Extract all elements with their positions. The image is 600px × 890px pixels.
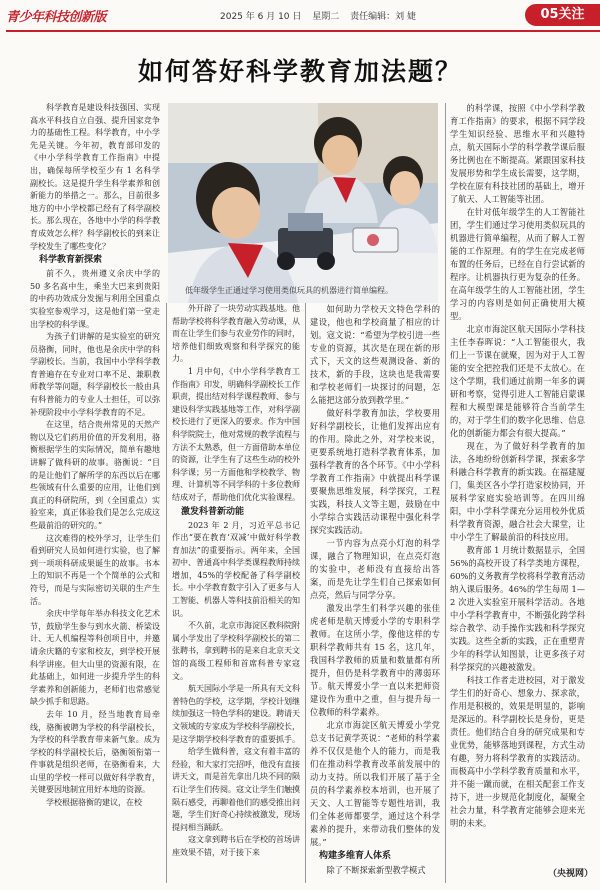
- paragraph: 为孩子们讲解的是实验室的研究员骆衡，同时，他也是余庆中学的科学副校长。当前，我国中小学科学教育普遍存在专业对口率不足、兼职教师教学等问题，科学副校长一般由具有科普能力的专业人士担任，可以弥补现阶段中小学科学教育的不足。: [30, 332, 160, 417]
- paragraph: 给学生做科普，寇文有着丰富的经验，和大家打完招呼，他没有直接讲天文，而是首先拿出几块不同的陨石让学生们传阅。寇文让学生们触摸陨石感受，再聊着他们的感受推出问题，学生们好奇心持续被激发，现场提问相当踊跃。: [172, 747, 300, 832]
- article-column-4: [450, 102, 585, 830]
- paragraph: 激发出学生们科学兴趣的张佳虎老师是航天博爱小学的专职科学教师。在这所小学，像他这样的专职科学教师共有 15 名，这几年，我国科学教师的质量和数量都有所提升，但仍是科学教育中的薄弱环节。航天博爱小学一直以来把师资建设作为重中之重，但与提升每一位教师的科学素养。: [310, 603, 440, 717]
- section-tab: 05关注: [525, 4, 600, 26]
- paragraph: 在针对低年级学生的人工智能社团，学生们通过学习使用类似玩具的机器进行简单编程，从而了解人工智能的工作原理。有的学生在完成老师布置的任务后，已经在自行尝试新的程序。让机器执行更为复杂的任务。在高年级学生的人工智能社团，学生学习的内容则是如何正确使用大模型。: [450, 207, 585, 321]
- article-column-3: [310, 303, 440, 877]
- issue-meta: [220, 9, 424, 22]
- paragraph: 的科学课，按照《中小学科学教育工作指南》的要求，根据不同学段学生知识经验、思维水平和兴趣特点，航天国际小学的科学教学课后服务比例也在不断提高。紧跟国家科技发展形势和学生成长需要，这学期，学校在原有科技社团的基础上，增开了航天、人工智能等社团。: [450, 103, 585, 204]
- paragraph: 航天国际小学是一所具有天文科普特色的学校，这学期，学校计划继续加强这一特色学科的建设。聘请天文领域的专家成为学校科学副校长，是这学期学校科学教育的重要抓手。: [172, 684, 300, 744]
- paragraph: 余庆中学每年举办科技文化艺术节，鼓励学生参与到水火箭、桥梁设计、无人机编程等科创项目中，并邀请余庆籍的专家和校友，到学校开展科学讲座。但大山里的资源有限，在此基础上，如何进一步提升学生的科学素养和创新能力，老师们也常感觉缺少抓手和思路。: [30, 609, 160, 707]
- paragraph: 北京市海淀区航天博爱小学党总支书记黄学英说：“老师的科学素养不仅仅是他个人的能力，而是我们在推动科学教育改革前发展中的动力支持。所以我们开展了基于全员的科学素养校本培训，也开展了天文、人工智能等专题性培训，我们全体老师都要学，通过这个科学素养的提升，来带动我们整体的发展。”: [310, 720, 440, 847]
- issue-weekday: 星期二: [312, 12, 340, 22]
- editor-credit: 责任编辑：刘 婕: [350, 12, 417, 22]
- paragraph: 科技工作者走进校园，对于激发学生们的好奇心、想象力、探求欲，作用是积极的，效果是明显的，影响是深远的。科学副校长是身份，更是责任。他们结合自身的研究成果和专业优势，能够落地到课程，方式生动有趣，努力将科学教育的实践活动。而极高中小学科学教育质量和水平，并不能一蹴而就，在相关配套工作支持下，进一步规范化制度化，凝聚全社会力量，科学教育定能够会迎来光明的未来。: [450, 675, 585, 828]
- masthead: [0, 0, 600, 30]
- paragraph: 2023 年 2 月，习近平总书记作出“要在教育‘双减’中做好科学教育加法”的重要指示。两年来，全国初中、普通高中科学类课程教师持续增加，45%的学校配备了科学副校长。中小学教育数字引入了更多与人工智能、机器人等科技前沿相关的知识。: [172, 520, 300, 618]
- paragraph: 北京市海淀区航天国际小学科技主任李春晖说：“人工智能很火，我们上一节课在就聚，因为对于人工智能的安全把控我们还是不太放心。在这个学期，我们通过前期一年多的调研和考察，觉得引进人工智能启蒙课程和大模型课是能够符合当前学生的，对于学生们的数字化思维、信息化的创新能力都会有很大提高。”: [450, 324, 585, 438]
- students-robot-photo: [168, 103, 438, 303]
- paragraph: 寇文拿到聘书后在学校的首场讲座效果不错，对于接下来: [172, 835, 300, 857]
- paragraph: 不久前，北京市海淀区教科院附属小学发出了学校科学副校长的第二张聘书，拿到聘书的是来自北京天文馆的高级工程师和首席科普专家寇文。: [172, 621, 300, 681]
- paragraph: 如何助力学校天文特色学科的建设，他也和学校商量了相应的计划。寇文说：“希望为学校引进一些专业的资源，其次是在现在新的形式下，天文的这些观测设备、新的技术，新的手段，这块也是我需要和学校老师们一块探讨的问题，怎么能把这部分放到教学里。”: [310, 304, 440, 405]
- paragraph: 除了不断探索新型教学模式: [326, 865, 426, 875]
- article-headline: 如何答好科学教育加法题？: [137, 57, 462, 86]
- paragraph: 学校根据骆衡的建议，在校: [46, 798, 142, 808]
- article-column-1: [30, 102, 160, 810]
- photo-caption: 低年级学生正通过学习使用类似玩具的机器进行简单编程。: [185, 286, 393, 295]
- paragraph: 教育部 1 月统计数据显示，全国 56%的高校开设了科学类地方课程，60%的义务教育学校将科学教育活动纳入课后服务。46%的学生每周 1—2 次进入实验室开展科学活动。各地中小学科学教育中，不断强化跨学科综合教学、动手操作实践和科学探究实践。这些全新的实践，正在重塑青少年的科学认知图景，让更多孩子对科学探究的兴趣被激发。: [450, 545, 585, 672]
- paragraph: 科学教育是建设科技强国、实现高水平科技自立自强、提升国家竞争力的基础性工程。科学教育，中小学先是关键。今年初，教育部印发的《中小学科学教育工作指南》中提出，确保每所学校至少有 1 名科学副校长。这是提升学生科学素养和创新能力的举措之一。那么，目前很多地方的中小学校都已经有了科学副校长。那么现在，各地中小学的科学教育成效怎么样？科学副校长的到来让学校发生了哪些变化？: [30, 103, 160, 251]
- paragraph: 做好科学教育加法，学校要用好科学副校长，让他们发挥出应有的作用。除此之外，对学校来说，更要系统地打造科学教育体系，加强科学教育的各个环节。《中小学科学教育工作指南》中就提出科学课要聚焦思维发展，科学探究，工程实践，科技人文等主题，鼓励在中小学综合实践活动课程中强化科学探究实践活动。: [310, 408, 440, 535]
- subheading: 激发科普新动能: [181, 506, 245, 517]
- subheading: 科学教育新探索: [39, 255, 103, 266]
- column-divider: [305, 303, 306, 883]
- paragraph: 1 月中旬，《中小学科学教育工作指南》印发，明确科学副校长工作职责，提出结对科学课程教师、参与建设科学实践基地等工作，对科学副校长进行了更深入的要求。作为中国科学院院士，他对常规的教学流程与方法不太熟悉，但一方面借助本单位的资源，让学生有了这些生动的校外科学课；另一方面他和学校教学、物理、计算机等不同学科的十多位教师结成对子，帮助他们优化实验课程。: [172, 366, 300, 502]
- paragraph: 外开辟了一块劳动实践基地。他帮助学校将科学教育融入劳动课，从而在让学生们参与农业劳作的同时，培养他们细致观察和科学探究的能力。: [172, 304, 300, 364]
- header-rule: [6, 30, 600, 32]
- paragraph: 去年 10 月，经当地教育局牵线，骆衡被聘为学校的科学副校长，为学校的科学教育带来新气象。成为学校的科学副校长后，骆衡领衔第一件事就是组织老师，在骆衡看来，大山里的学校一样可以做好科学教育，关键要因地制宜用好本地的资源。: [30, 709, 160, 795]
- article-column-2: [172, 303, 300, 860]
- issue-date: 2025 年 6 月 10 日: [220, 12, 302, 22]
- column-divider: [166, 303, 167, 883]
- column-divider: [445, 103, 446, 883]
- paragraph: 前不久，贵州遵义余庆中学的 50 多名高中生，乘坐大巴来到贵阳的中药功效成分发掘与利用全国重点实验室参观学习，这是他们第一堂走出学校的科学课。: [30, 269, 160, 329]
- paragraph: 一节内容为点亮小灯泡的科学课，融合了物理知识，在点亮灯泡的实验中，老师没有直接给出答案，而是先让学生们自己探索如何点亮，然后与同学分享。: [310, 538, 440, 600]
- paragraph: 现在，为了做好科学教育的加法，各地纷纷创新科学课，探索多学科融合科学教育的新实践。在福建厦门，集美区各小学打造家校协同，开展科学家庭实验培训等。在四川绵阳，中小学科学课充分运用校外优质科学教育资源，融合社会大课堂，让中小学生了解最前沿的科技应用。: [450, 441, 585, 542]
- newspaper-logo: 青少年科技创新版: [6, 10, 107, 25]
- paragraph: 在这里，结合贵州常见的天然产物以及它们药用价值的开发利用，骆衡根据学生的实际情况，简单有趣地讲解了做科研的故事。骆衡说：“目的是让他们了解所学的东西以后在哪些领域有什么重要的应用，让他们到真正的科研院所，到（全国重点）实验室来，真正体验我们是怎么完成这些最前沿的研究的。”: [30, 420, 160, 530]
- subheading: 构建多维育人体系: [319, 851, 392, 861]
- source-credit: （央视网）: [548, 869, 594, 879]
- paragraph: 这次难得的校外学习，让学生们看到研究人员如何进行实验，也了解到一项项科研成果诞生的故事。书本上的知识不再是一个个简单的公式和符号，而是与实际密切关联的生产生活。: [30, 533, 160, 606]
